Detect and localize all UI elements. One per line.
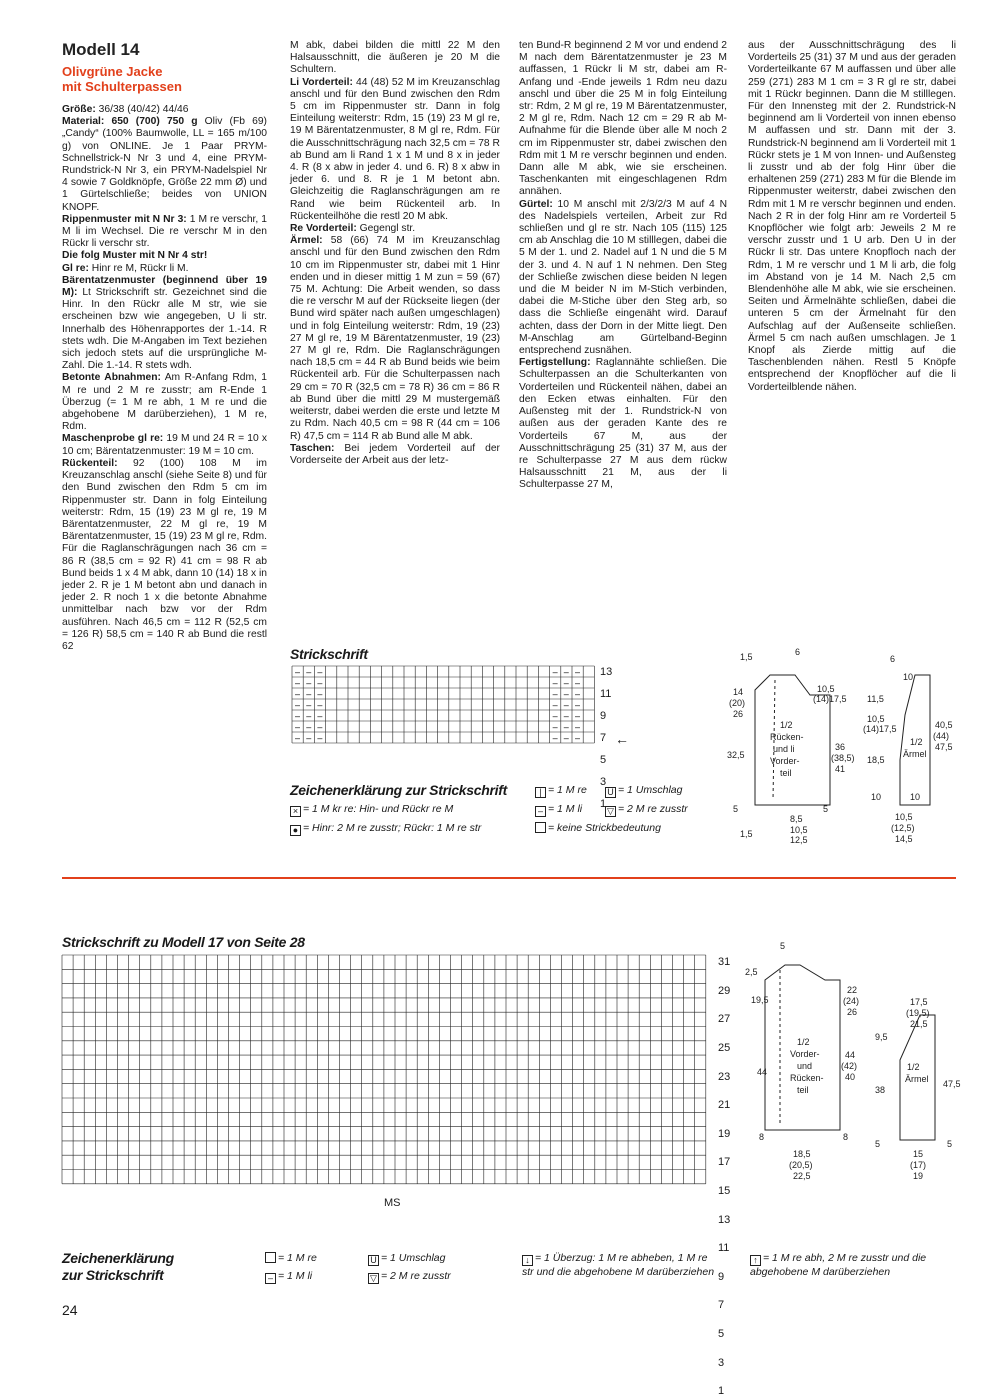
legend-2-heading-line-1: Zeichenerklärung: [62, 1250, 174, 1266]
measure: 8: [843, 1132, 849, 1142]
measure: (12,5): [891, 823, 915, 833]
row-number: 25: [718, 1041, 731, 1054]
row-number: 11: [600, 687, 612, 700]
column-2: [290, 40, 500, 467]
schematic-1-label: Rücken-: [770, 732, 804, 742]
purl-mark: –: [575, 722, 581, 732]
column-4: [748, 40, 956, 394]
schematic-2: [735, 935, 965, 1190]
measure: 44: [757, 1067, 768, 1077]
measure: (14)17,5: [813, 694, 847, 704]
purl-mark: –: [317, 667, 323, 677]
purl-mark: –: [575, 667, 581, 677]
purl-mark: –: [306, 667, 312, 677]
k2tog-icon: ▽: [368, 1273, 379, 1284]
paragraph-lead: Gürtel:: [519, 198, 553, 210]
measure: (38,5): [831, 753, 855, 763]
legend-text: = 1 M re: [548, 784, 587, 796]
paragraph: [748, 40, 956, 394]
paragraph: [519, 357, 727, 491]
paragraph-lead: Re Vorderteil:: [290, 223, 357, 235]
legend-2-item-re: [265, 1252, 317, 1265]
measure: 26: [733, 709, 744, 719]
row-number: 17: [718, 1156, 731, 1169]
knitting-chart-1: [292, 666, 598, 744]
paragraph: [290, 223, 500, 235]
measure: (20,5): [789, 1160, 813, 1170]
row-number: 31: [718, 956, 731, 969]
measure: 19: [913, 1171, 924, 1181]
legend-1-item-li: [535, 803, 582, 817]
column-2-body: [290, 40, 500, 467]
model-title: Modell 14: [62, 40, 140, 59]
paragraph-lead: Rippenmuster mit N Nr 3:: [62, 213, 187, 225]
legend-1-item-empty: [535, 822, 661, 835]
schematic-2-sleeve-label: Ärmel: [905, 1074, 929, 1084]
purl-icon: –: [265, 1273, 276, 1284]
measure: 10: [871, 792, 882, 802]
purl-mark: –: [552, 689, 558, 699]
paragraph: [62, 263, 267, 275]
schematic-1-sleeve-label: 1/2: [910, 737, 923, 747]
k2tog-icon: ▽: [605, 806, 616, 817]
purl-mark: –: [563, 678, 569, 688]
legend-text: = 1 M li: [548, 803, 583, 815]
measure: 10: [910, 792, 921, 802]
measure: (44): [933, 731, 950, 741]
purl-mark: –: [295, 678, 301, 688]
row-number: 5: [600, 753, 607, 766]
purl-mark: –: [306, 722, 312, 732]
purl-mark: –: [552, 722, 558, 732]
measure: 36: [835, 742, 846, 752]
measure: 14: [733, 687, 744, 697]
column-3: [519, 40, 727, 492]
purl-mark: –: [552, 667, 558, 677]
purl-mark: –: [317, 733, 323, 743]
purl-mark: –: [563, 711, 569, 721]
paragraph-lead: Die folg Muster mit N Nr 4 str!: [62, 250, 208, 262]
measure: 44: [845, 1050, 856, 1060]
paragraph: [519, 40, 727, 199]
measure: 5: [875, 1139, 881, 1149]
paragraph-text: 92 (100) 108 M im Kreuzanschlag anschl (siehe Seite 8) und für den Bund zwischen den Rdm 5 cm im Rippenmuster str. Dann in folg Einteilung weiterstr: Rdm, 15 (19) 23 M gl re, 19 M Bärentatzenmuster, 22 M gl re, 19 M Bärentatzenmuster, 15 (19) 23 M gl re, Rdm. Für die Raglanschrägungen nach 36 cm = 86 R (38,5 cm = 92 R) 41 cm = 98 R ab Bund beids 1 x 4 M abk, dann 10 (14) 18 x in jeder 2. R je 1 M betont abn und danach in jeder 2. R noch 1 x die betonte Abnahme unmittelbar nach bzw vor der Rdm ausführen. Nach 46,5 cm = 112 R (52,5 cm = 126 R) 58,5 cm = 140 R ab Bund die restl 62: [62, 457, 267, 652]
measure: (14)17,5: [863, 724, 897, 734]
measure: (19,5): [906, 1008, 930, 1018]
measure: 40: [845, 1072, 856, 1082]
row-number: 11: [718, 1242, 730, 1255]
legend-2-item-abh: [750, 1252, 955, 1279]
paragraph: [290, 235, 500, 442]
subtitle-line-2: mit Schulterpassen: [62, 79, 182, 94]
purl-mark: –: [306, 733, 312, 743]
column-1-body: [62, 104, 267, 653]
legend-1-heading: Zeichenerklärung zur Strickschrift: [290, 782, 507, 798]
measure: 11,5: [867, 694, 884, 704]
measure: 10: [903, 672, 914, 682]
legend-text: = 2 M re zusstr: [618, 803, 688, 815]
row-number: 27: [718, 1013, 731, 1026]
legend-2-heading: [62, 1250, 174, 1284]
measure: 41: [835, 764, 846, 774]
purl-mark: –: [295, 700, 301, 710]
purl-mark: –: [563, 667, 569, 677]
legend-2-item-umschlag: [368, 1252, 446, 1266]
legend-text: = 1 M li: [278, 1270, 313, 1282]
measure: 1,5: [740, 829, 753, 839]
measure: 22,5: [793, 1171, 811, 1181]
legend-text: = 2 M re zusstr: [381, 1270, 451, 1282]
legend-2-heading-line-2: zur Strickschrift: [62, 1267, 164, 1283]
chart-1-heading: Strickschrift: [290, 646, 368, 662]
paragraph-text: 36/38 (40/42) 44/46: [95, 104, 189, 115]
legend-1-item-dot: [290, 822, 481, 836]
paragraph-text: 19 M und 24 R = 10 x 10 cm; Bärentatzenmuster: 19 M = 10 cm.: [62, 433, 268, 457]
purl-mark: –: [552, 700, 558, 710]
purl-mark: –: [317, 689, 323, 699]
purl-mark: –: [317, 722, 323, 732]
paragraph: [62, 372, 267, 433]
column-4-body: [748, 40, 956, 394]
row-number: 3: [600, 775, 607, 788]
chart-1-arrow-icon: ←: [615, 731, 629, 747]
measure: 26: [847, 1007, 858, 1017]
paragraph-text: Oliv (Fb 69) „Candy“ (100% Baumwolle, LL = 165 m/100 g) von ONLINE. Je 1 Paar PRYM-Schnellstrick-N Nr 3 und 4, eine PRYM-Rundstrick-N Nr 3, ein PRYM-Nadelspiel Nr 4 sowie 7 Goldknöpfe, Größe 22 mm Ø) und 1 Gürtelschließe; beides von UNION KNOPF.: [62, 116, 267, 213]
paragraph: [62, 104, 267, 116]
measure: 14,5: [895, 834, 913, 844]
section-divider: [62, 877, 956, 879]
purl-mark: –: [563, 733, 569, 743]
purl-icon: –: [535, 806, 546, 817]
paragraph: [62, 458, 267, 653]
legend-text: = 1 Überzug: 1 M re abheben, 1 M re str und die abgehobene M darüberziehen: [522, 1252, 715, 1278]
measure: 18,5: [867, 755, 885, 765]
paragraph: [62, 116, 267, 214]
purl-mark: –: [552, 711, 558, 721]
paragraph: [62, 250, 267, 262]
row-number: 23: [718, 1070, 731, 1083]
paragraph-lead: Bärentatzenmuster (beginnend über 19 M):: [62, 274, 267, 299]
purl-mark: –: [575, 678, 581, 688]
measure: 6: [890, 654, 896, 664]
row-number: 9: [600, 709, 607, 722]
purl-mark: –: [306, 700, 312, 710]
page-number: 24: [62, 1302, 78, 1318]
purl-mark: –: [563, 722, 569, 732]
knitting-chart-2: [62, 955, 712, 1187]
legend-2-item-zusstr: [368, 1270, 451, 1284]
legend-text: = 1 M kr re: Hin- und Rückr re M: [303, 803, 454, 815]
arrow-down-icon: ↓: [522, 1255, 533, 1266]
legend-1-item-kr: [290, 803, 453, 817]
schematic-2-label: Vorder-: [790, 1049, 820, 1059]
measure: 47,5: [943, 1079, 961, 1089]
purl-mark: –: [317, 700, 323, 710]
purl-mark: –: [552, 678, 558, 688]
measure: 17,5: [910, 997, 928, 1007]
paragraph-lead: Taschen:: [290, 442, 335, 454]
paragraph-lead: Größe:: [62, 104, 96, 115]
schematic-2-label: 1/2: [797, 1037, 810, 1047]
legend-2-item-li: [265, 1270, 312, 1284]
knit-icon: |: [535, 787, 546, 798]
legend-text: = 1 M re abh, 2 M re zusstr und die abgehobene M darüberziehen: [750, 1252, 927, 1278]
row-number: 1: [600, 797, 607, 810]
row-number: 29: [718, 984, 731, 997]
column-1: [62, 40, 267, 653]
row-number: 19: [718, 1127, 731, 1140]
paragraph-text: aus der Ausschnittschrägung des li Vorderteils 25 (31) 37 M und aus der geraden Vorderteilkante 67 M auffassen und über alle 259 (271) 283 M 1 cm = 3 R gl re str, dabei mit 1 Rückr beginnen. Dann die M stilllegen. Für den Innensteg mit der 2. Rundstrick-N beginnend am li Vorderteil von innen ebenso M auffassen und str. Dann mit der 3. Rundstrick-N beginnend am li Vorderteil mit 1 Rückr stets je 1 M von Innen- und Außensteg li zusstr und ab der folg Hinr über die erhaltenen 259 (271) 283 M für die Blende im Rippenmuster weiterstr, dabei zwischen den Rdm mit 1 M re verschr beginnen und enden. Nach 2 R in der folg Hinr am re Vorderteil 5 Knopflöcher wie folgt arb: Jeweils 2 M re verschr zusstr und 1 U arb. Den U in der Rückr li str. Das untere Knopfloch nach der Rdm, 1 M re verschr und 1 M li arb, die folg im Abstand von je 14 M. Nach 2,5 cm Blendenhöhe alle M abk, wie sie erscheinen. Seiten und Ärmelnähte schließen, dabei die unteren 5 cm der Ärmelnaht für den Aufschlag auf der Außenseite schließen. Ärmel 5 cm nach außen umschlagen. Je 1 Knopf als Zierde mittig auf die Taschenblenden nähen. Restl 5 Knöpfe entsprechend der Knopflöcher auf die li Vorderteilblende nähen.: [748, 40, 956, 393]
empty-cell-icon: [535, 822, 546, 833]
paragraph-text: M abk, dabei bilden die mittl 22 M den Halsausschnitt, die äußeren je 20 M die Schultern.: [290, 40, 500, 76]
legend-text: = 1 Umschlag: [381, 1252, 446, 1264]
legend-text: = Hinr: 2 M re zusstr; Rückr: 1 M re str: [303, 822, 482, 834]
twisted-stitch-icon: ×: [290, 806, 301, 817]
schematic-1-label: teil: [780, 768, 792, 778]
measure: 15: [913, 1149, 924, 1159]
row-number: 7: [718, 1299, 725, 1312]
measure: 5: [947, 1139, 953, 1149]
subtitle-line-1: Olivgrüne Jacke: [62, 64, 163, 79]
measure: 12,5: [790, 835, 808, 845]
model-subtitle: [62, 64, 267, 94]
row-number: 3: [718, 1356, 725, 1369]
purl-mark: –: [306, 689, 312, 699]
paragraph-text: 44 (48) 52 M im Kreuzanschlag anschl und für den Bund zwischen den Rdm 5 cm im Rippenmuster str. Dann in folg Einteilung weiterstr: Rdm, 15 (19) 23 M gl re, 19 M Bärentatzenmuster, 8 M gl re, Rdm. Für die Ausschnittschrägung nach 32,5 cm = 78 R ab Bund am li Rand 1 x 1 M und 8 x in jeder 4. R (8 x abw in jeder 4. und 6. R) 8 x abw in jeder 6. und 8. R je 1 M betont abn. Gleichzeitig die Raglanschrägungen am re Rand wie beim Rückenteil arb. In Rückenteilhöhe die restl 20 M abk.: [290, 76, 500, 222]
purl-mark: –: [317, 678, 323, 688]
paragraph-text: Lt Strickschrift str. Gezeichnet sind die Hinr. In den Rückr alle M str, wie sie erscheinen bzw wie angegeben, U li str. Innerhalb des Höhenrapportes der 1.-14. R stets wdh. Die M-Angaben im Text beziehen sich jedoch stets auf die ursprüngliche M-Zahl. Die 1.-14. R stets wdh.: [62, 287, 267, 372]
measure: (24): [843, 996, 860, 1006]
purl-mark: –: [295, 667, 301, 677]
measure: 40,5: [935, 720, 953, 730]
measure: 21,5: [910, 1019, 928, 1029]
measure: 10,5: [790, 825, 808, 835]
knitting-chart-2-grid: [62, 955, 712, 1187]
chart-2-heading: Strickschrift zu Modell 17 von Seite 28: [62, 934, 305, 950]
paragraph-text: 1 M re verschr, 1 M li im Wechsel. Die re verschr M in den Rückr li verschr str.: [62, 213, 267, 250]
purl-mark: –: [575, 700, 581, 710]
measure: 18,5: [793, 1149, 811, 1159]
row-number: 15: [718, 1184, 731, 1197]
purl-mark: –: [295, 711, 301, 721]
schematic-2-label: und: [797, 1061, 813, 1071]
paragraph: [62, 275, 267, 373]
schematic-1: [725, 640, 957, 845]
arrow-up-icon: ↑: [750, 1255, 761, 1266]
legend-1-item-zusstr: [605, 803, 688, 817]
measure: 10,5: [895, 812, 913, 822]
knitting-chart-1-grid: [292, 666, 598, 744]
legend-2-item-ueberzug: [522, 1252, 722, 1279]
measure: (17): [910, 1160, 927, 1170]
paragraph-text: Raglannähte schließen. Die Schulterpassen an die Schulterkanten von Vorderteilen und Rückenteil nähen, dabei an den Ecken etwas einhalten. Für den Außensteg mit der 1. Rundstrick-N von außen aus der geraden Kante des re Vorderteils 67 M, aus der Ausschnittschrägung 25 (31) 37 M, aus der re Schulterpasse 27 M aus dem rückw Halsausschnitt 21 M, aus der li Schulterpasse 27 M,: [519, 357, 727, 491]
schematic-2-label: Rücken-: [790, 1073, 824, 1083]
row-number: 5: [718, 1327, 725, 1340]
purl-mark: –: [575, 733, 581, 743]
chart-2-ms-label: MS: [384, 1197, 401, 1209]
measure: 1,5: [740, 652, 753, 662]
purl-mark: –: [563, 700, 569, 710]
purl-mark: –: [295, 689, 301, 699]
row-number: 7: [600, 731, 607, 744]
paragraph-text: Bei jedem Vorderteil auf der Vorderseite der Arbeit aus der letz-: [290, 442, 500, 466]
yarn-over-icon: U: [368, 1255, 379, 1266]
paragraph-lead: Material: 650 (700) 750 g: [62, 116, 198, 128]
purl-mark: –: [552, 733, 558, 743]
measure: 10,5: [867, 714, 885, 724]
dot-icon: ●: [290, 825, 301, 836]
purl-mark: –: [306, 711, 312, 721]
legend-text: = 1 M re: [278, 1252, 317, 1264]
schematic-1-label: Vorder-: [770, 756, 800, 766]
paragraph: [62, 214, 267, 251]
purl-mark: –: [575, 689, 581, 699]
measure: 38: [875, 1085, 886, 1095]
paragraph-lead: Gl re:: [62, 262, 89, 274]
paragraph-text: ten Bund-R beginnend 2 M vor und endend 2 M nach dem Bärentatzenmuster je 23 M auffassen, 1 Rückr li M str, dabei am R-Anfang und -Ende jeweils 1 Rdm neu dazu anschl und über die 25 M in folg Einteilung str: Rdm, 2 M gl re, 19 M Bärentatzenmuster, 2 M gl re, Rdm. Nach 12 cm = 29 R ab M-Aufnahme für die Blende über alle M noch 2 cm im Rippenmuster str, dabei zwischen den Rdm mit 1 M re verschr beginnen und enden. Dann alle M abk, wie sie erscheinen. Taschenkanten mit eingeschlagenen Rdm annähen.: [519, 40, 727, 198]
paragraph-lead: Ärmel:: [290, 235, 323, 247]
paragraph-lead: Maschenprobe gl re:: [62, 433, 164, 445]
schematic-1-sleeve-label: Ärmel: [903, 749, 927, 759]
measure: 5: [823, 804, 829, 814]
paragraph-lead: Fertigstellung:: [519, 357, 591, 369]
paragraph: [290, 77, 500, 223]
measure: 22: [847, 985, 858, 995]
purl-mark: –: [295, 733, 301, 743]
measure: 10,5: [817, 684, 835, 694]
yarn-over-icon: U: [605, 787, 616, 798]
paragraph-text: Gegengl str.: [356, 223, 416, 235]
paragraph: [290, 443, 500, 467]
legend-text: = 1 Umschlag: [618, 784, 683, 796]
paragraph: [290, 40, 500, 77]
measure: 2,5: [745, 967, 758, 977]
purl-mark: –: [563, 689, 569, 699]
schematic-1-label: 1/2: [780, 720, 793, 730]
paragraph-text: 58 (66) 74 M im Kreuzanschlag anschl und für den Bund zwischen den Rdm 10 cm im Rippenmuster str, dabei mit 1 Hinr enden und in dieser mittig 1 M zun = 59 (67) 75 M. Achtung: Die Arbeit wenden, so dass die re verschr M auf der Rückseite liegen (der Bund wird später nach außen umgeschlagen) und in folg Einteilung weiterstr: Rdm, 19 (23) 27 M gl re, 19 M Bärentatzenmuster, 19 (23) 27 M gl re, Rdm. Die Raglanschrägungen nach 18,5 cm = 44 R ab Bund beids wie beim Rückenteil arb. Für die Schulterpassen nach 29 cm = 70 R (32,5 cm = 78 R) 36 cm = 86 R ab Bund über die mittl 29 M mustergemäß weiterstr, dabei werden die erste und letzte M zu Rdm. Nach 40,5 cm = 98 R (44 cm = 106 R) 47,5 cm = 114 R ab Bund alle M abk.: [290, 235, 500, 442]
legend-1-item-umschlag: [605, 784, 683, 798]
measure: 9,5: [875, 1032, 888, 1042]
schematic-1-label: und li: [773, 744, 795, 754]
row-number: 1: [718, 1385, 725, 1397]
measure: 6: [795, 647, 801, 657]
measure: 8,5: [790, 814, 803, 824]
paragraph-text: Hinr re M, Rückr li M.: [88, 262, 189, 274]
row-number: 9: [718, 1270, 725, 1283]
row-number: 13: [600, 665, 613, 678]
schematic-2-sleeve-label: 1/2: [907, 1062, 920, 1072]
knit-icon: [265, 1252, 276, 1263]
paragraph-text: Am R-Anfang Rdm, 1 M re und 2 M re zusstr; am R-Ende 1 Überzug (= 1 M re abh, 1 M re und die abgehobene M darüberziehen), 1 M re, Rdm.: [62, 372, 267, 433]
purl-mark: –: [317, 711, 323, 721]
paragraph-lead: Betonte Abnahmen:: [62, 372, 161, 384]
purl-mark: –: [295, 722, 301, 732]
legend-1-item-re: [535, 784, 587, 798]
paragraph: [62, 433, 267, 457]
measure: 19,5: [751, 995, 769, 1005]
measure: 5: [733, 804, 739, 814]
purl-mark: –: [575, 711, 581, 721]
measure: (42): [841, 1061, 858, 1071]
purl-mark: –: [306, 678, 312, 688]
measure: (20): [729, 698, 746, 708]
paragraph: [519, 199, 727, 358]
paragraph-text: 10 M anschl mit 2/3/2/3 M auf 4 N des Nadelspiels verteilen, Arbeit zur Rd schließen und gl re str. Nach 105 (115) 125 cm ab Anschlag die 10 M stilllegen, dabei die 5 M der 1. und 2. Nadel auf 1 N und die 5 M der 3. und 4. N auf 1 N nehmen. Den Steg der Schließe zwischen diese beiden N legen und die M beider N im M-Stich verbinden, dabei die M-Stiche über den Steg arb, so dass die Schließe eingenäht wird. Darauf achten, dass der Dorn in der Mitte liegt. Den M-Anschlag am Gürtelband-Beginn entsprechend zusnähen.: [519, 198, 727, 357]
paragraph-lead: Rückenteil:: [62, 457, 118, 469]
column-3-body: [519, 40, 727, 492]
measure: 5: [780, 941, 786, 951]
row-number: 13: [718, 1213, 731, 1226]
measure: 47,5: [935, 742, 953, 752]
paragraph-lead: Li Vorderteil:: [290, 76, 353, 88]
legend-text: = keine Strickbedeutung: [548, 822, 661, 834]
measure: 32,5: [727, 750, 745, 760]
schematic-2-label: teil: [797, 1085, 809, 1095]
measure: 8: [759, 1132, 765, 1142]
row-number: 21: [718, 1099, 731, 1112]
